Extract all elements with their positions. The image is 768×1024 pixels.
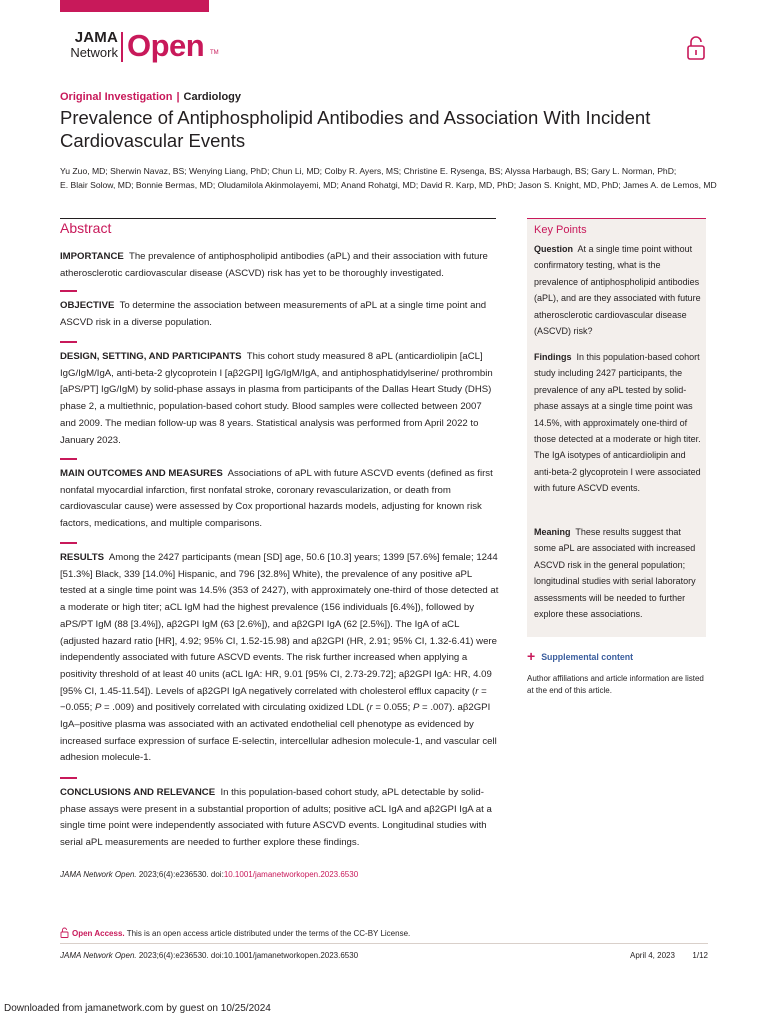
abstract-design xyxy=(60,349,500,449)
open-access-text: This is an open access article distributed under the terms of the CC-BY License. xyxy=(124,929,411,938)
key-points-heading: Key Points xyxy=(534,224,587,236)
section-divider xyxy=(60,341,77,343)
open-access-lock-icon xyxy=(60,927,69,938)
supplemental-content-link[interactable] xyxy=(527,650,633,663)
article-category-line xyxy=(60,91,241,104)
section-divider xyxy=(60,290,77,292)
key-points-box xyxy=(527,218,706,637)
open-access-notice xyxy=(60,927,410,939)
stat-value: = 0.055; xyxy=(372,702,413,714)
article-type[interactable]: Original Investigation xyxy=(60,91,173,103)
publication-date: April 4, 2023 xyxy=(630,951,675,960)
logo-divider xyxy=(121,32,123,62)
author-line: E. Blair Solow, MD; Bonnie Bermas, MD; Oludamilola Akinmolayemi, MD; Anand Rohatgi, MD; David R. Karp, MD, PhD; Jason S. Knight, MD, PhD; James A. de Lemos, MD xyxy=(60,179,717,190)
section-text: aβ2GPI IgA–positive plasma was associated with an activated endothelial cell phenotype as evidenced by increased surface expression of surface E-selectin, intercellular adhesion molecule-1, and vascular cell adhesion molecule-1. xyxy=(60,702,497,764)
article-citation xyxy=(60,869,358,880)
category-separator: | xyxy=(176,91,180,103)
header-accent-bar xyxy=(60,0,209,12)
key-points-question xyxy=(534,241,701,339)
page-number: 1/12 xyxy=(692,951,708,960)
kp-label: Question xyxy=(534,244,574,254)
key-points-meaning xyxy=(534,524,701,622)
footer-rule xyxy=(60,943,708,944)
kp-text: In this population-based cohort study including 2427 participants, the prevalence of any aPL tested by solid-phase assays at a single time point was 14.5%, with approximately one-third of those detected at a moderate or high titer. The IgA isotypes of anticardiolipin and anti-beta-2 glycoprotein I were associated with future ASCVD events. xyxy=(534,352,701,494)
footer-journal: JAMA Network Open. xyxy=(60,951,137,960)
section-label: OBJECTIVE xyxy=(60,300,115,311)
abstract-heading: Abstract xyxy=(60,220,112,236)
section-text: Among the 2427 participants (mean [SD] age, 50.6 [10.3] years; 1399 [57.6%] female; 1244 [51.3%] Black, 339 [14.0%] Hispanic, and 796 [32.8%] White), the prevalence of any positive aPL tested at a single time point was 14.5% (353 of 2427), with approximately one-third of those detected at a moderate or high titer; aCL IgM had the highest prevalence (156 individuals [6.4%]), followed by aPS/PT IgM (88 [3.4%]), aβ2GPI IgM (63 [2.6%]), and aβ2GPI IgA (62 [2.5%]). The IgA of aCL (adjusted hazard ratio [HR], 4.92; 95% CI, 1.52-15.98) and aβ2GPI (HR, 2.91; 95% CI, 1.32-6.41) were independently associated with future ASCVD events. The risk further increased when applying a positivity threshold of at least 40 units (aCL IgA: HR, 9.01 [95% CI, 2.73-29.72]; aβ2GPI IgA: HR, 4.09 [95% CI, 1.45-11.54]). Levels of aβ2GPI IgA negatively correlated with cholesterol efflux capacity ( xyxy=(60,552,499,697)
abstract-results xyxy=(60,550,500,767)
article-category[interactable]: Cardiology xyxy=(183,91,241,103)
citation-doi-link[interactable]: 10.1001/jamanetworkopen.2023.6530 xyxy=(223,870,359,879)
kp-text: These results suggest that some aPL are associated with increased ASCVD risk in the general population; longitudinal studies with serial laboratory assessments will be needed to further explore these associations. xyxy=(534,527,696,620)
section-label: DESIGN, SETTING, AND PARTICIPANTS xyxy=(60,351,242,362)
section-text: This cohort study measured 8 aPL (anticardiolipin [aCL] IgG/IgM/IgA, anti-beta-2 glycoprotein I [aβ2GPI] IgG/IgM/IgA, and antiphosphatidylserine/ prothrombin [aPS/PT] IgG/IgM) by solid-phase assays in plasma from participants of the Dallas Heart Study (DHS) phase 2, a multiethnic, population-based cohort study. Blood samples were collected between 2007 and 2009. The median follow-up was 8 years. Statistical analysis was performed from April 2022 to January 2023. xyxy=(60,351,493,446)
logo-jama-text: JAMA xyxy=(74,29,118,46)
author-list xyxy=(60,165,730,192)
stat-value: = .009) and positively correlated with circulating oxidized LDL ( xyxy=(101,702,370,714)
open-access-label[interactable]: Open Access. xyxy=(72,929,125,938)
stat-value: = .007). xyxy=(419,702,455,714)
download-stamp: Downloaded from jamanetwork.com by guest on 10/25/2024 xyxy=(4,1003,271,1014)
section-label: RESULTS xyxy=(60,552,105,563)
stat-symbol: r xyxy=(475,685,479,697)
section-label: IMPORTANCE xyxy=(60,251,124,262)
section-label: CONCLUSIONS AND RELEVANCE xyxy=(60,787,216,798)
key-points-findings xyxy=(534,349,701,497)
section-divider xyxy=(60,542,77,544)
kp-label: Findings xyxy=(534,352,572,362)
stat-symbol: r xyxy=(369,702,373,714)
section-text: The prevalence of antiphospholipid antibodies (aPL) and their association with future atherosclerotic cardiovascular disease (ASCVD) risk has yet to be thoroughly investigated. xyxy=(60,251,488,279)
section-text: To determine the association between measurements of aPL at a single time point and ASCVD risk in a diverse population. xyxy=(60,300,487,328)
open-lock-icon xyxy=(685,35,707,61)
stat-symbol: P xyxy=(94,702,102,714)
section-divider xyxy=(60,458,77,460)
abstract-top-rule xyxy=(60,218,496,219)
abstract-importance xyxy=(60,249,500,282)
plus-icon: + xyxy=(527,648,536,664)
supplemental-label: Supplemental content xyxy=(541,652,634,662)
stat-symbol: P xyxy=(412,702,420,714)
abstract-outcomes xyxy=(60,466,500,533)
kp-label: Meaning xyxy=(534,527,571,537)
stat-value: = −0.055; xyxy=(60,685,487,714)
kp-text: At a single time point without confirmatory testing, what is the prevalence of antiphospholipid antibodies (aPL), and are they associated with future atherosclerotic cardiovascular disease (ASCVD) risk? xyxy=(534,244,701,337)
logo-trademark: TM xyxy=(210,50,219,56)
citation-journal: JAMA Network Open. xyxy=(60,870,137,879)
logo-network-text: Network xyxy=(70,45,118,60)
section-divider xyxy=(60,777,77,779)
author-line: Yu Zuo, MD; Sherwin Navaz, BS; Wenying Liang, PhD; Chun Li, MD; Colby R. Ayers, MS; Christine E. Rysenga, BS; Alyssa Harbaugh, BS; Gary L. Norman, PhD; xyxy=(60,166,677,176)
citation-ref: 2023;6(4):e236530. doi: xyxy=(136,870,224,879)
logo-open-text: Open xyxy=(127,28,205,63)
section-text: Associations of aPL with future ASCVD events (defined as first nonfatal myocardial infarction, first nonfatal stroke, coronary revascularization, or death from cardiovascular cause) were assessed by Cox proportional hazards models, adjusting for known risk factors, medications, and multiple comparisons. xyxy=(60,468,493,530)
section-label: MAIN OUTCOMES AND MEASURES xyxy=(60,468,223,479)
abstract-objective xyxy=(60,298,500,331)
page-footer-citation xyxy=(60,950,358,961)
abstract-conclusions xyxy=(60,785,500,852)
article-title: Prevalence of Antiphospholipid Antibodies and Association With Incident Cardiovascular Events xyxy=(60,107,651,151)
section-text: In this population-based cohort study, aPL detectable by solid-phase assays were present in a substantial proportion of adults; positive aCL IgA and aβ2GPI IgA at a single time point were independently associated with future ASCVD events. Longitudinal studies with serial aPL measurements are needed to further explore these findings. xyxy=(60,787,492,849)
affiliations-note: Author affiliations and article information are listed at the end of this article. xyxy=(527,674,704,695)
footer-ref: 2023;6(4):e236530. doi:10.1001/jamanetworkopen.2023.6530 xyxy=(136,951,359,960)
